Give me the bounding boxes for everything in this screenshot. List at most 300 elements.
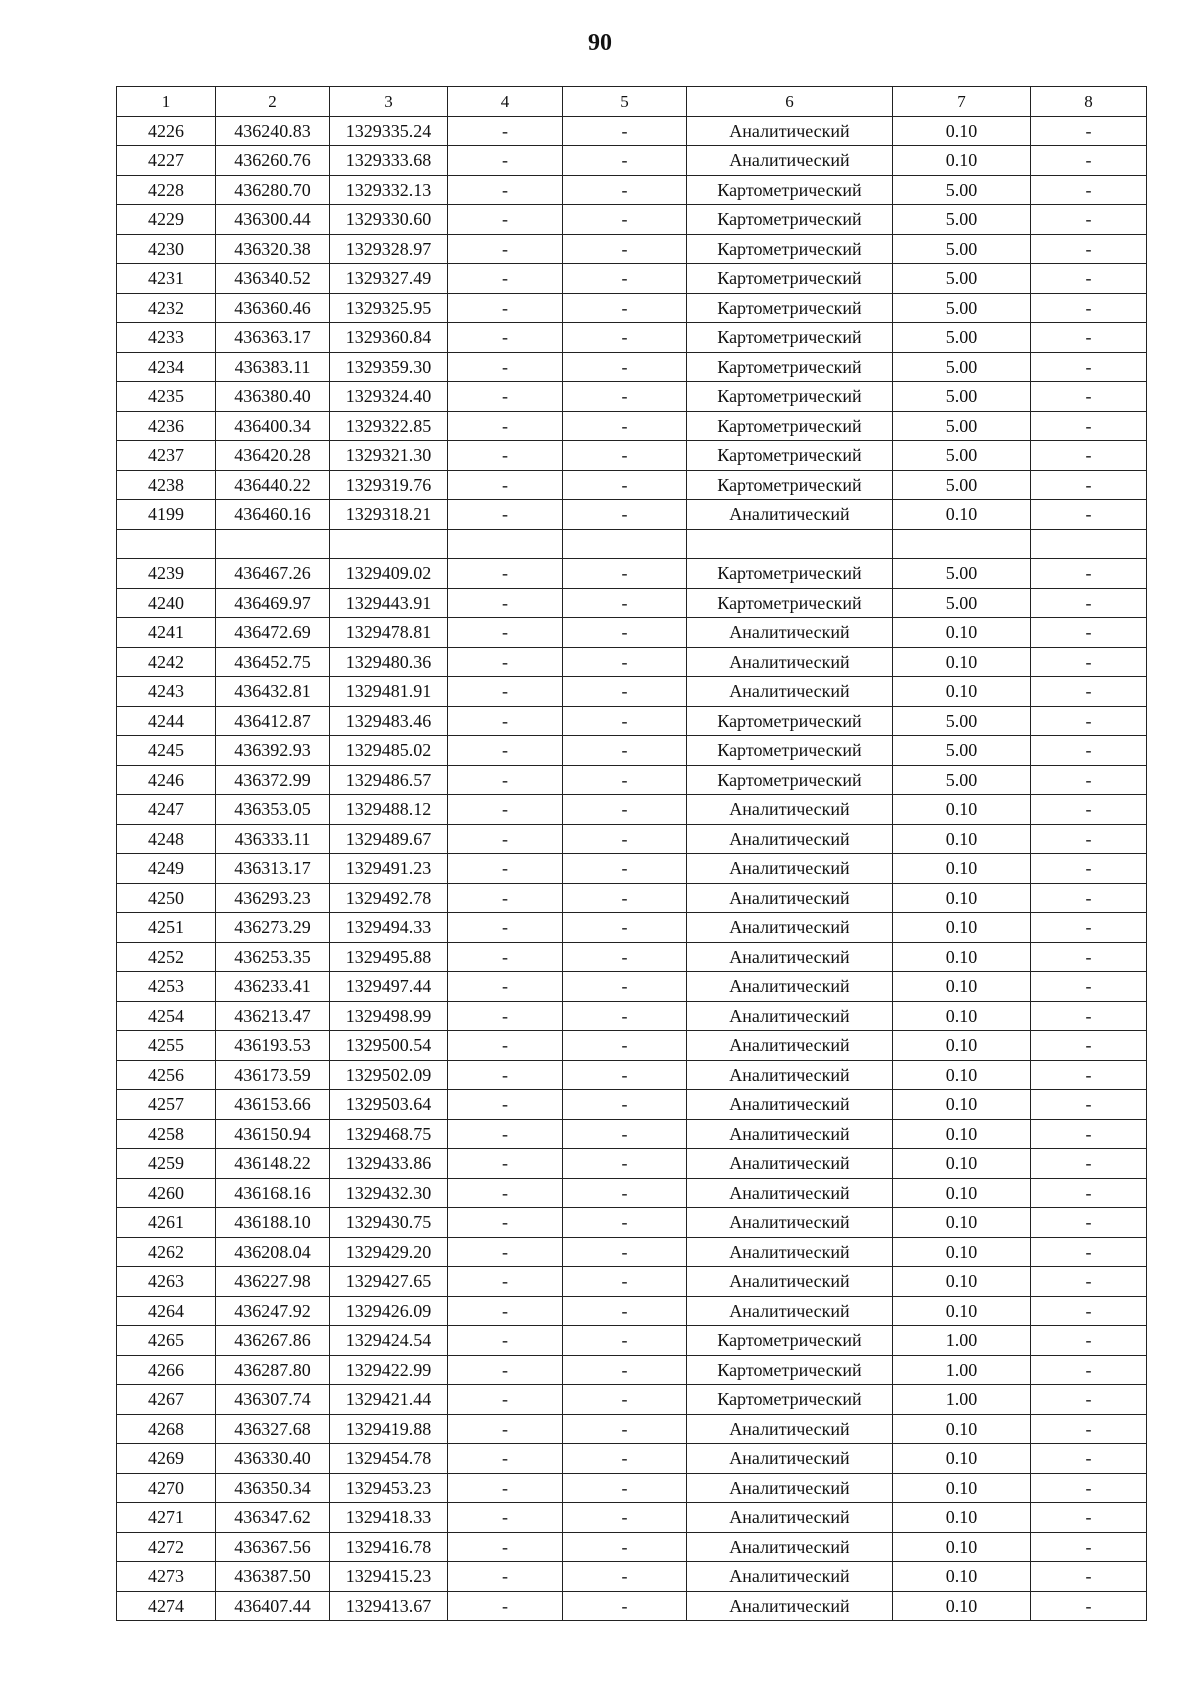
table-cell-col-6 bbox=[687, 529, 893, 559]
table-cell-col-4: - bbox=[448, 1090, 563, 1120]
table-row bbox=[117, 1296, 1147, 1326]
table-cell-col-5: - bbox=[563, 1326, 687, 1356]
table-row bbox=[117, 1267, 1147, 1297]
table-cell-col-5: - bbox=[563, 1060, 687, 1090]
table-cell-col-3: 1329494.33 bbox=[330, 913, 448, 943]
table-row bbox=[117, 411, 1147, 441]
table-cell-col-2: 436440.22 bbox=[216, 470, 330, 500]
table-cell-col-2: 436452.75 bbox=[216, 647, 330, 677]
table-cell-col-3: 1329422.99 bbox=[330, 1355, 448, 1385]
table-cell-col-4: - bbox=[448, 1001, 563, 1031]
table-cell-col-8: - bbox=[1031, 1326, 1147, 1356]
table-cell-col-3: 1329421.44 bbox=[330, 1385, 448, 1415]
table-cell-col-7: 5.00 bbox=[893, 293, 1031, 323]
table-cell-col-7: 0.10 bbox=[893, 1296, 1031, 1326]
table-cell-col-7: 0.10 bbox=[893, 1414, 1031, 1444]
table-cell-col-1: 4199 bbox=[117, 500, 216, 530]
table-row bbox=[117, 854, 1147, 884]
table-cell-col-6: Картометрический bbox=[687, 588, 893, 618]
table-cell-col-5: - bbox=[563, 352, 687, 382]
table-cell-col-2: 436313.17 bbox=[216, 854, 330, 884]
table-cell-col-3: 1329478.81 bbox=[330, 618, 448, 648]
table-cell-col-5 bbox=[563, 529, 687, 559]
table-cell-col-1: 4266 bbox=[117, 1355, 216, 1385]
table-cell-col-4: - bbox=[448, 293, 563, 323]
table-row bbox=[117, 441, 1147, 471]
table-row bbox=[117, 1414, 1147, 1444]
table-cell-col-8: - bbox=[1031, 1060, 1147, 1090]
table-cell-col-1: 4234 bbox=[117, 352, 216, 382]
table-cell-col-4: - bbox=[448, 618, 563, 648]
column-header-1: 1 bbox=[117, 87, 216, 117]
table-cell-col-5: - bbox=[563, 146, 687, 176]
table-cell-col-3: 1329319.76 bbox=[330, 470, 448, 500]
table-cell-col-7: 0.10 bbox=[893, 647, 1031, 677]
table-cell-col-5: - bbox=[563, 883, 687, 913]
table-cell-col-1: 4231 bbox=[117, 264, 216, 294]
table-cell-col-8: - bbox=[1031, 1119, 1147, 1149]
table-cell-col-7: 5.00 bbox=[893, 352, 1031, 382]
table-cell-col-2: 436240.83 bbox=[216, 116, 330, 146]
table-cell-col-6: Картометрический bbox=[687, 234, 893, 264]
table-cell-col-6: Аналитический bbox=[687, 1208, 893, 1238]
table-cell-col-5: - bbox=[563, 618, 687, 648]
table-cell-col-3: 1329322.85 bbox=[330, 411, 448, 441]
table-cell-col-1: 4247 bbox=[117, 795, 216, 825]
table-cell-col-5: - bbox=[563, 1414, 687, 1444]
table-cell-col-7: 5.00 bbox=[893, 382, 1031, 412]
table-cell-col-6: Картометрический bbox=[687, 736, 893, 766]
column-header-7: 7 bbox=[893, 87, 1031, 117]
table-cell-col-3: 1329443.91 bbox=[330, 588, 448, 618]
table-header-row bbox=[117, 87, 1147, 117]
table-cell-col-2: 436227.98 bbox=[216, 1267, 330, 1297]
table-cell-col-7: 0.10 bbox=[893, 677, 1031, 707]
table-cell-col-6: Аналитический bbox=[687, 854, 893, 884]
table-cell-col-1: 4259 bbox=[117, 1149, 216, 1179]
table-cell-col-1: 4230 bbox=[117, 234, 216, 264]
table-cell-col-8: - bbox=[1031, 883, 1147, 913]
table-cell-col-2: 436173.59 bbox=[216, 1060, 330, 1090]
table-cell-col-3: 1329335.24 bbox=[330, 116, 448, 146]
table-cell-col-4: - bbox=[448, 470, 563, 500]
table-row bbox=[117, 677, 1147, 707]
table-cell-col-1: 4240 bbox=[117, 588, 216, 618]
table-cell-col-1: 4255 bbox=[117, 1031, 216, 1061]
table-cell-col-2: 436412.87 bbox=[216, 706, 330, 736]
table-cell-col-5: - bbox=[563, 1562, 687, 1592]
table-cell-col-3: 1329492.78 bbox=[330, 883, 448, 913]
table-row bbox=[117, 883, 1147, 913]
table-cell-col-3: 1329416.78 bbox=[330, 1532, 448, 1562]
coordinates-table bbox=[116, 86, 1147, 1621]
table-cell-col-3: 1329500.54 bbox=[330, 1031, 448, 1061]
table-cell-col-1: 4267 bbox=[117, 1385, 216, 1415]
table-cell-col-7: 5.00 bbox=[893, 323, 1031, 353]
table-cell-col-7: 0.10 bbox=[893, 1237, 1031, 1267]
table-cell-col-7: 0.10 bbox=[893, 1119, 1031, 1149]
table-cell-col-4: - bbox=[448, 146, 563, 176]
table-cell-col-3: 1329424.54 bbox=[330, 1326, 448, 1356]
table-cell-col-7: 0.10 bbox=[893, 1060, 1031, 1090]
table-cell-col-6: Аналитический bbox=[687, 1031, 893, 1061]
table-cell-col-7: 0.10 bbox=[893, 913, 1031, 943]
table-cell-col-8: - bbox=[1031, 1237, 1147, 1267]
table-body bbox=[117, 116, 1147, 1621]
table-cell-col-5: - bbox=[563, 559, 687, 589]
table-cell-col-1: 4236 bbox=[117, 411, 216, 441]
table-cell-col-1: 4271 bbox=[117, 1503, 216, 1533]
table-cell-col-2: 436150.94 bbox=[216, 1119, 330, 1149]
table-cell-col-3: 1329489.67 bbox=[330, 824, 448, 854]
table-cell-col-2: 436273.29 bbox=[216, 913, 330, 943]
table-cell-col-6: Аналитический bbox=[687, 116, 893, 146]
table-row bbox=[117, 765, 1147, 795]
table-cell-col-2: 436372.99 bbox=[216, 765, 330, 795]
table-cell-col-6: Аналитический bbox=[687, 1562, 893, 1592]
table-cell-col-1: 4237 bbox=[117, 441, 216, 471]
table-cell-col-7: 0.10 bbox=[893, 1031, 1031, 1061]
table-cell-col-5: - bbox=[563, 824, 687, 854]
table-cell-col-2: 436350.34 bbox=[216, 1473, 330, 1503]
table-cell-col-6: Аналитический bbox=[687, 146, 893, 176]
table-cell-col-5: - bbox=[563, 1591, 687, 1621]
table-cell-col-2: 436233.41 bbox=[216, 972, 330, 1002]
table-cell-col-5: - bbox=[563, 293, 687, 323]
table-cell-col-4: - bbox=[448, 1031, 563, 1061]
table-cell-col-4: - bbox=[448, 854, 563, 884]
table-cell-col-8: - bbox=[1031, 382, 1147, 412]
table-cell-col-1: 4261 bbox=[117, 1208, 216, 1238]
table-cell-col-8: - bbox=[1031, 352, 1147, 382]
table-cell-col-3: 1329415.23 bbox=[330, 1562, 448, 1592]
table-cell-col-5: - bbox=[563, 795, 687, 825]
table-cell-col-4: - bbox=[448, 1385, 563, 1415]
table-cell-col-3: 1329486.57 bbox=[330, 765, 448, 795]
table-cell-col-7: 0.10 bbox=[893, 1562, 1031, 1592]
table-cell-col-6: Аналитический bbox=[687, 1503, 893, 1533]
table-cell-col-4: - bbox=[448, 1562, 563, 1592]
table-cell-col-3: 1329327.49 bbox=[330, 264, 448, 294]
table-cell-col-1: 4252 bbox=[117, 942, 216, 972]
table-cell-col-5: - bbox=[563, 411, 687, 441]
table-cell-col-5: - bbox=[563, 1355, 687, 1385]
table-cell-col-6: Аналитический bbox=[687, 1149, 893, 1179]
table-cell-col-4: - bbox=[448, 441, 563, 471]
table-cell-col-6: Аналитический bbox=[687, 1119, 893, 1149]
table-cell-col-1: 4272 bbox=[117, 1532, 216, 1562]
table-cell-col-8: - bbox=[1031, 1001, 1147, 1031]
table-cell-col-4: - bbox=[448, 116, 563, 146]
table-cell-col-5: - bbox=[563, 1208, 687, 1238]
table-cell-col-8: - bbox=[1031, 323, 1147, 353]
table-row bbox=[117, 706, 1147, 736]
table-cell-col-5: - bbox=[563, 1444, 687, 1474]
table-cell-col-4: - bbox=[448, 942, 563, 972]
table-cell-col-2: 436188.10 bbox=[216, 1208, 330, 1238]
table-cell-col-3: 1329454.78 bbox=[330, 1444, 448, 1474]
table-cell-col-4: - bbox=[448, 205, 563, 235]
table-row bbox=[117, 1060, 1147, 1090]
table-row bbox=[117, 234, 1147, 264]
table-row bbox=[117, 323, 1147, 353]
table-cell-col-6: Аналитический bbox=[687, 1473, 893, 1503]
table-cell-col-4: - bbox=[448, 677, 563, 707]
table-cell-col-7: 0.10 bbox=[893, 116, 1031, 146]
table-cell-col-7: 0.10 bbox=[893, 500, 1031, 530]
table-cell-col-7: 0.10 bbox=[893, 1532, 1031, 1562]
table-cell-col-8: - bbox=[1031, 795, 1147, 825]
table-cell-col-8: - bbox=[1031, 1208, 1147, 1238]
table-cell-col-3: 1329419.88 bbox=[330, 1414, 448, 1444]
table-cell-col-6: Картометрический bbox=[687, 293, 893, 323]
table-cell-col-4: - bbox=[448, 1591, 563, 1621]
table-cell-col-5: - bbox=[563, 205, 687, 235]
table-cell-col-5: - bbox=[563, 677, 687, 707]
table-row bbox=[117, 736, 1147, 766]
table-row bbox=[117, 588, 1147, 618]
table-cell-col-5: - bbox=[563, 175, 687, 205]
table-cell-col-5: - bbox=[563, 1031, 687, 1061]
table-cell-col-8: - bbox=[1031, 1532, 1147, 1562]
table-cell-col-2: 436320.38 bbox=[216, 234, 330, 264]
table-cell-col-4: - bbox=[448, 765, 563, 795]
table-cell-col-3: 1329481.91 bbox=[330, 677, 448, 707]
table-cell-col-4: - bbox=[448, 1237, 563, 1267]
table-cell-col-6: Картометрический bbox=[687, 205, 893, 235]
table-cell-col-2: 436327.68 bbox=[216, 1414, 330, 1444]
table-cell-col-8: - bbox=[1031, 1296, 1147, 1326]
table-cell-col-5: - bbox=[563, 942, 687, 972]
table-cell-col-2: 436333.11 bbox=[216, 824, 330, 854]
table-cell-col-2: 436260.76 bbox=[216, 146, 330, 176]
table-cell-col-6: Аналитический bbox=[687, 1296, 893, 1326]
table-cell-col-1: 4254 bbox=[117, 1001, 216, 1031]
table-cell-col-3: 1329497.44 bbox=[330, 972, 448, 1002]
table-cell-col-8: - bbox=[1031, 1414, 1147, 1444]
table-cell-col-6: Картометрический bbox=[687, 559, 893, 589]
table-cell-col-1: 4249 bbox=[117, 854, 216, 884]
table-cell-col-4: - bbox=[448, 706, 563, 736]
table-cell-col-5: - bbox=[563, 1503, 687, 1533]
table-cell-col-5: - bbox=[563, 500, 687, 530]
table-cell-col-1: 4274 bbox=[117, 1591, 216, 1621]
table-cell-col-2: 436467.26 bbox=[216, 559, 330, 589]
table-cell-col-1: 4257 bbox=[117, 1090, 216, 1120]
table-cell-col-6: Аналитический bbox=[687, 1532, 893, 1562]
table-cell-col-2: 436353.05 bbox=[216, 795, 330, 825]
table-row bbox=[117, 913, 1147, 943]
table-cell-col-7: 0.10 bbox=[893, 618, 1031, 648]
table-cell-col-1: 4262 bbox=[117, 1237, 216, 1267]
table-cell-col-5: - bbox=[563, 1473, 687, 1503]
table-cell-col-5: - bbox=[563, 323, 687, 353]
table-cell-col-3: 1329409.02 bbox=[330, 559, 448, 589]
table-cell-col-7: 0.10 bbox=[893, 1208, 1031, 1238]
table-cell-col-5: - bbox=[563, 1119, 687, 1149]
table-cell-col-5: - bbox=[563, 854, 687, 884]
table-row bbox=[117, 205, 1147, 235]
table-cell-col-7: 0.10 bbox=[893, 1267, 1031, 1297]
table-cell-col-8: - bbox=[1031, 500, 1147, 530]
table-cell-col-1: 4269 bbox=[117, 1444, 216, 1474]
table-cell-col-4: - bbox=[448, 1208, 563, 1238]
table-cell-col-2: 436307.74 bbox=[216, 1385, 330, 1415]
table-cell-col-2: 436280.70 bbox=[216, 175, 330, 205]
table-cell-col-2: 436367.56 bbox=[216, 1532, 330, 1562]
table-cell-col-5: - bbox=[563, 264, 687, 294]
table-cell-col-8: - bbox=[1031, 1503, 1147, 1533]
table-cell-col-4: - bbox=[448, 1444, 563, 1474]
table-cell-col-3: 1329332.13 bbox=[330, 175, 448, 205]
table-cell-col-8: - bbox=[1031, 411, 1147, 441]
table-cell-col-4: - bbox=[448, 972, 563, 1002]
page-number: 90 bbox=[588, 30, 612, 56]
table-cell-col-8: - bbox=[1031, 441, 1147, 471]
table-row bbox=[117, 1149, 1147, 1179]
table-row bbox=[117, 470, 1147, 500]
table-cell-col-2: 436392.93 bbox=[216, 736, 330, 766]
table-cell-col-1: 4251 bbox=[117, 913, 216, 943]
table-cell-col-3: 1329433.86 bbox=[330, 1149, 448, 1179]
table-cell-col-4: - bbox=[448, 411, 563, 441]
table-cell-col-7: 5.00 bbox=[893, 765, 1031, 795]
table-cell-col-1: 4265 bbox=[117, 1326, 216, 1356]
table-cell-col-1: 4228 bbox=[117, 175, 216, 205]
table-cell-col-8: - bbox=[1031, 677, 1147, 707]
table-cell-col-1: 4258 bbox=[117, 1119, 216, 1149]
table-cell-col-7: 5.00 bbox=[893, 588, 1031, 618]
table-cell-col-3: 1329418.33 bbox=[330, 1503, 448, 1533]
table-cell-col-1: 4248 bbox=[117, 824, 216, 854]
table-cell-col-2: 436387.50 bbox=[216, 1562, 330, 1592]
table-cell-col-3: 1329495.88 bbox=[330, 942, 448, 972]
table-cell-col-5: - bbox=[563, 972, 687, 1002]
table-cell-col-2: 436340.52 bbox=[216, 264, 330, 294]
table-cell-col-8: - bbox=[1031, 1178, 1147, 1208]
table-cell-col-3: 1329426.09 bbox=[330, 1296, 448, 1326]
table-cell-col-3: 1329480.36 bbox=[330, 647, 448, 677]
table-cell-col-2: 436472.69 bbox=[216, 618, 330, 648]
table-cell-col-4: - bbox=[448, 1414, 563, 1444]
table-cell-col-3: 1329360.84 bbox=[330, 323, 448, 353]
table-cell-col-6: Аналитический bbox=[687, 883, 893, 913]
table-cell-col-3: 1329498.99 bbox=[330, 1001, 448, 1031]
table-cell-col-7: 0.10 bbox=[893, 854, 1031, 884]
table-cell-col-8: - bbox=[1031, 1385, 1147, 1415]
table-cell-col-2: 436383.11 bbox=[216, 352, 330, 382]
table-cell-col-4: - bbox=[448, 352, 563, 382]
table-cell-col-4: - bbox=[448, 234, 563, 264]
column-header-4: 4 bbox=[448, 87, 563, 117]
table-cell-col-3: 1329485.02 bbox=[330, 736, 448, 766]
table-cell-col-2: 436148.22 bbox=[216, 1149, 330, 1179]
table-cell-col-8: - bbox=[1031, 264, 1147, 294]
table-cell-col-8: - bbox=[1031, 1149, 1147, 1179]
table-row bbox=[117, 1237, 1147, 1267]
table-cell-col-7: 5.00 bbox=[893, 706, 1031, 736]
table-cell-col-3: 1329432.30 bbox=[330, 1178, 448, 1208]
table-cell-col-6: Картометрический bbox=[687, 441, 893, 471]
table-cell-col-7: 1.00 bbox=[893, 1385, 1031, 1415]
table-cell-col-1: 4263 bbox=[117, 1267, 216, 1297]
table-row bbox=[117, 1444, 1147, 1474]
table-cell-col-5: - bbox=[563, 1385, 687, 1415]
table-cell-col-2: 436347.62 bbox=[216, 1503, 330, 1533]
table-cell-col-3: 1329453.23 bbox=[330, 1473, 448, 1503]
table-cell-col-4: - bbox=[448, 1178, 563, 1208]
table-cell-col-1: 4256 bbox=[117, 1060, 216, 1090]
table-cell-col-7: 0.10 bbox=[893, 824, 1031, 854]
table-cell-col-4: - bbox=[448, 647, 563, 677]
table-cell-col-7: 5.00 bbox=[893, 205, 1031, 235]
table-cell-col-6: Картометрический bbox=[687, 382, 893, 412]
table-cell-col-4: - bbox=[448, 1473, 563, 1503]
table-cell-col-3 bbox=[330, 529, 448, 559]
table-cell-col-2: 436193.53 bbox=[216, 1031, 330, 1061]
table-row bbox=[117, 1001, 1147, 1031]
column-header-5: 5 bbox=[563, 87, 687, 117]
table-cell-col-6: Картометрический bbox=[687, 352, 893, 382]
table-cell-col-8: - bbox=[1031, 765, 1147, 795]
table-cell-col-5: - bbox=[563, 1090, 687, 1120]
table-cell-col-5: - bbox=[563, 706, 687, 736]
table-cell-col-4: - bbox=[448, 1060, 563, 1090]
table-cell-col-1 bbox=[117, 529, 216, 559]
table-cell-col-3: 1329325.95 bbox=[330, 293, 448, 323]
table-row bbox=[117, 1208, 1147, 1238]
table-cell-col-4: - bbox=[448, 913, 563, 943]
table-cell-col-6: Картометрический bbox=[687, 175, 893, 205]
table-cell-col-6: Картометрический bbox=[687, 1355, 893, 1385]
table-cell-col-6: Аналитический bbox=[687, 500, 893, 530]
table-row bbox=[117, 116, 1147, 146]
table-cell-col-5: - bbox=[563, 1237, 687, 1267]
table-cell-col-7: 0.10 bbox=[893, 795, 1031, 825]
table-cell-col-7: 5.00 bbox=[893, 234, 1031, 264]
table-cell-col-7: 0.10 bbox=[893, 1178, 1031, 1208]
table-cell-col-5: - bbox=[563, 1532, 687, 1562]
table-cell-col-8: - bbox=[1031, 1355, 1147, 1385]
table-cell-col-8: - bbox=[1031, 1267, 1147, 1297]
table-cell-col-7 bbox=[893, 529, 1031, 559]
table-cell-col-4: - bbox=[448, 175, 563, 205]
table-cell-col-4: - bbox=[448, 1119, 563, 1149]
table-cell-col-8: - bbox=[1031, 1562, 1147, 1592]
table-cell-col-3: 1329491.23 bbox=[330, 854, 448, 884]
table-cell-col-6: Аналитический bbox=[687, 618, 893, 648]
table-cell-col-8: - bbox=[1031, 588, 1147, 618]
table-cell-col-4: - bbox=[448, 1532, 563, 1562]
table-cell-col-3: 1329429.20 bbox=[330, 1237, 448, 1267]
table-row bbox=[117, 824, 1147, 854]
table-cell-col-1: 4227 bbox=[117, 146, 216, 176]
table-cell-col-5: - bbox=[563, 647, 687, 677]
table-cell-col-7: 5.00 bbox=[893, 441, 1031, 471]
table-cell-col-1: 4243 bbox=[117, 677, 216, 707]
table-row bbox=[117, 618, 1147, 648]
table-cell-col-5: - bbox=[563, 765, 687, 795]
table-cell-col-1: 4238 bbox=[117, 470, 216, 500]
table-cell-col-3: 1329330.60 bbox=[330, 205, 448, 235]
table-cell-col-6: Аналитический bbox=[687, 1267, 893, 1297]
table-cell-col-8: - bbox=[1031, 175, 1147, 205]
table-cell-col-6: Аналитический bbox=[687, 1090, 893, 1120]
table-row bbox=[117, 1031, 1147, 1061]
table-cell-col-7: 5.00 bbox=[893, 736, 1031, 766]
table-cell-col-3: 1329318.21 bbox=[330, 500, 448, 530]
table-cell-col-7: 1.00 bbox=[893, 1326, 1031, 1356]
